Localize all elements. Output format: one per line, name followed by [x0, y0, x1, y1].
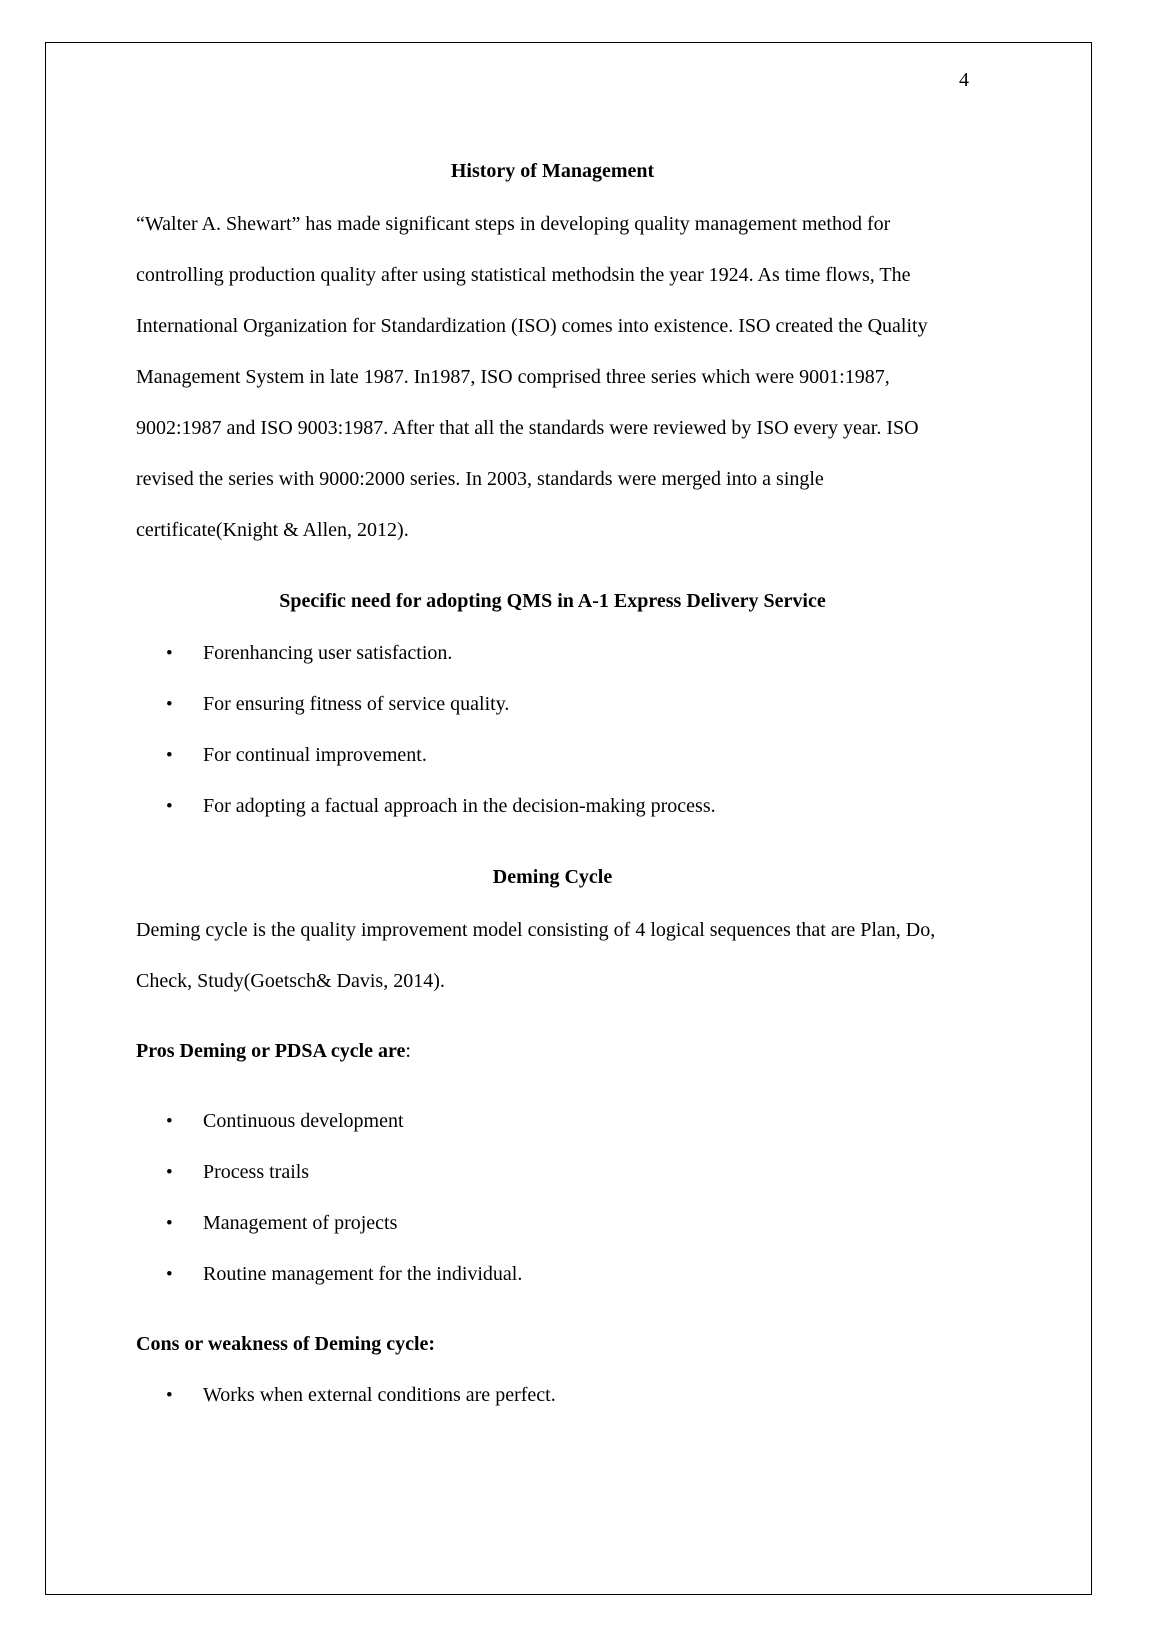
bullet-icon: • — [166, 1385, 173, 1406]
list-item — [136, 781, 969, 832]
list-item — [136, 1249, 969, 1300]
list-item-text: Management of projects — [203, 1212, 398, 1234]
section-title-history: History of Management — [450, 160, 655, 182]
cons-list — [136, 1370, 969, 1421]
bullet-icon: • — [166, 643, 173, 664]
bullet-icon: • — [166, 1264, 173, 1285]
list-item-text: Routine management for the individual. — [203, 1263, 523, 1285]
specific-need-list — [136, 628, 969, 832]
list-item — [136, 1147, 969, 1198]
list-item-text: For continual improvement. — [203, 744, 427, 766]
bullet-icon: • — [166, 1213, 173, 1234]
deming-paragraph: Deming cycle is the quality improvement model consisting of 4 logical sequences that are Plan, Do, Check, Study(Goetsch& Davis, 2014). — [136, 919, 936, 992]
page-number: 4 — [959, 69, 969, 91]
list-item — [136, 679, 969, 730]
list-item-text: Continuous development — [203, 1110, 404, 1132]
list-item — [136, 1370, 969, 1421]
pros-heading — [136, 1038, 969, 1064]
list-item-text: Process trails — [203, 1161, 310, 1183]
bullet-icon: • — [166, 796, 173, 817]
pros-heading-bold: Pros Deming or PDSA cycle are — [136, 1040, 406, 1062]
list-item — [136, 628, 969, 679]
list-item — [136, 730, 969, 781]
document-page — [45, 42, 1092, 1595]
history-paragraph: “Walter A. Shewart” has made significant steps in developing quality management method for controlling production quality after using statistical methodsin the year 1924. As time flows, The International Organization for Standardization (ISO) comes into existence. ISO created the Quality Management System in late 1987. In1987, ISO comprised three series which were 9001:1987, 9002:1987 and ISO 9003:1987. After that all the standards were reviewed by ISO every year. ISO revised the series with 9000:2000 series. In 2003, standards were merged into a single certificate(Knight & Allen, 2012). — [136, 213, 928, 541]
list-item-text: For adopting a factual approach in the decision-making process. — [203, 795, 716, 817]
bullet-icon: • — [166, 1111, 173, 1132]
section-title-deming: Deming Cycle — [492, 866, 613, 888]
pros-heading-colon: : — [405, 1040, 411, 1062]
list-item-text: Forenhancing user satisfaction. — [203, 642, 453, 664]
list-item — [136, 1096, 969, 1147]
bullet-icon: • — [166, 745, 173, 766]
section-title-specific-need: Specific need for adopting QMS in A-1 Express Delivery Service — [279, 590, 826, 612]
pros-list — [136, 1096, 969, 1300]
list-item-text: For ensuring fitness of service quality. — [203, 693, 510, 715]
list-item-text: Works when external conditions are perfect. — [203, 1384, 556, 1406]
list-item — [136, 1198, 969, 1249]
cons-heading — [136, 1331, 969, 1357]
cons-heading-bold: Cons or weakness of Deming cycle: — [136, 1333, 436, 1355]
bullet-icon: • — [166, 694, 173, 715]
bullet-icon: • — [166, 1162, 173, 1183]
